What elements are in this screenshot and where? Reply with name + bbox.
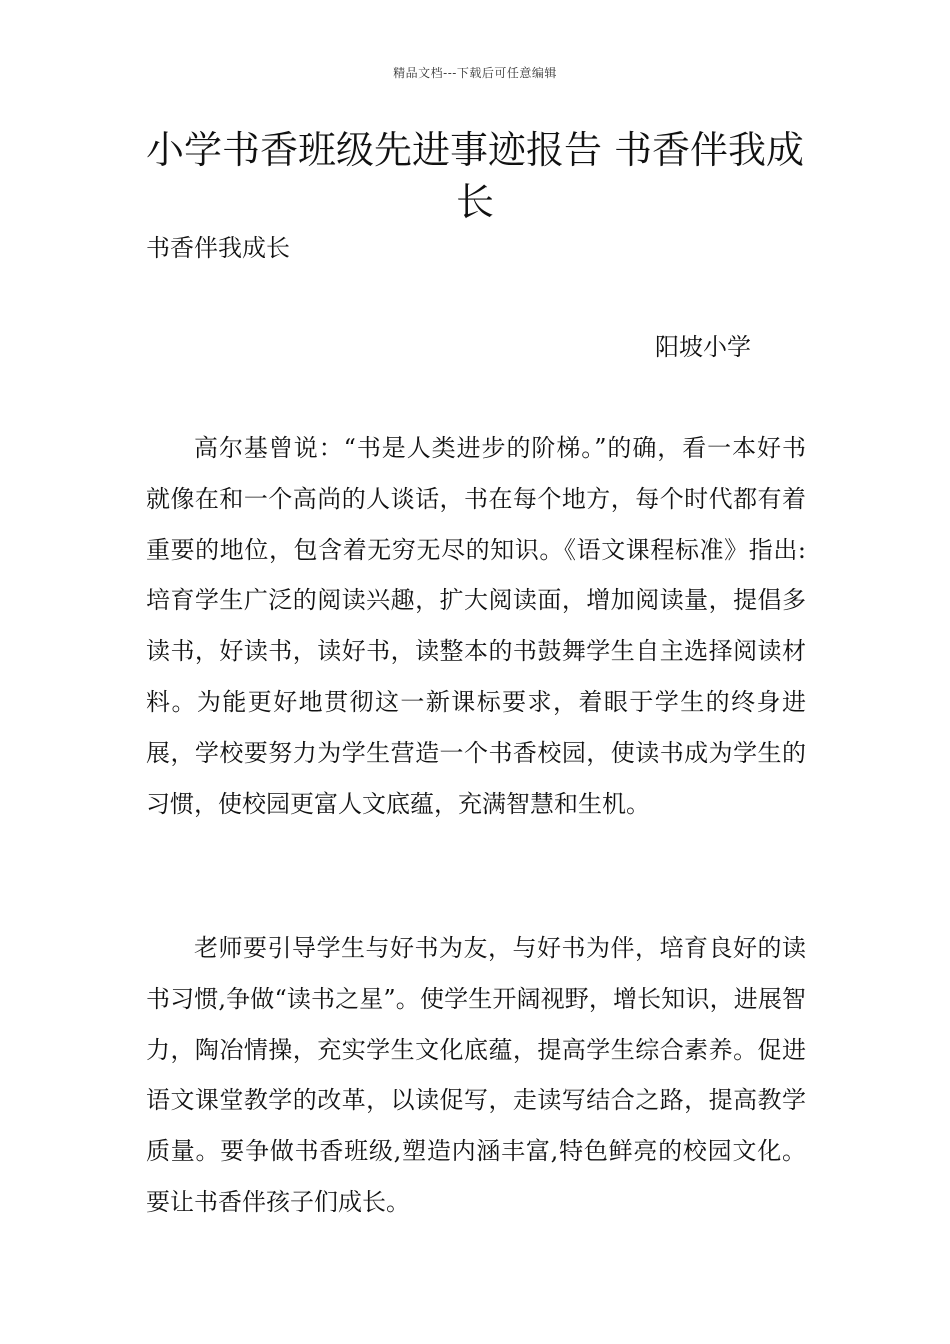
header-note: 精品文档---下载后可任意编辑 <box>393 66 557 80</box>
document-subtitle: 书香伴我成长 <box>146 234 290 262</box>
body-paragraph-2: 老师要引导学生与好书为友，与好书为伴，培育良好的读书习惯,争做“读书之星”。使学生开阔视野，增长知识，进展智力，陶冶情操，充实学生文化底蕴，提高学生综合素养。促进语文课堂教学的改革，以读促写，走读写结合之路，提高教学质量。要争做书香班级,塑造内涵丰富,特色鲜亮的校园文化。要让书香伴孩子们成长。 <box>146 934 806 1216</box>
author-line: 阳坡小学 <box>655 333 751 361</box>
document-title: 小学书香班级先进事迹报告 书香伴我成长 <box>145 128 805 224</box>
body-paragraph-1: 高尔基曾说：“书是人类进步的阶梯。”的确，看一本好书就像在和一个高尚的人谈话，书在每个地方，每个时代都有着重要的地位，包含着无穷无尽的知识。《语文课程标准》指出:培育学生广泛的阅读兴趣，扩大阅读面，增加阅读量，提倡多读书，好读书，读好书，读整本的书鼓舞学生自主选择阅读材料。为能更好地贯彻这一新课标要求，着眼于学生的终身进展，学校要努力为学生营造一个书香校园，使读书成为学生的习惯，使校园更富人文底蕴，充满智慧和生机。 <box>146 434 806 818</box>
